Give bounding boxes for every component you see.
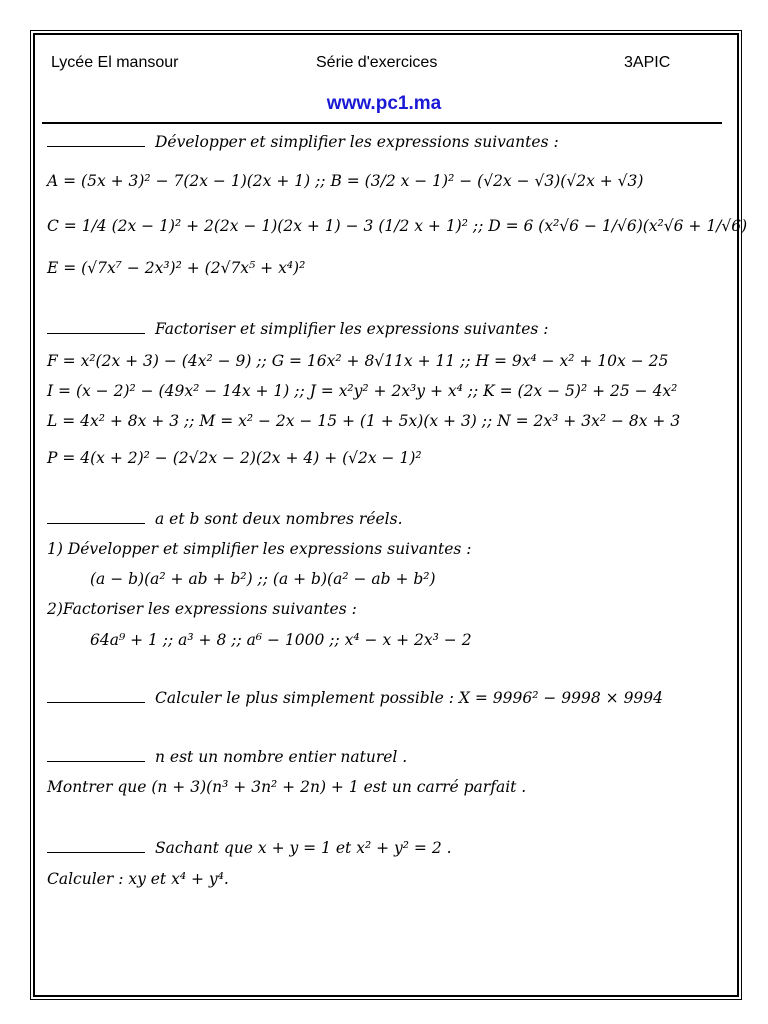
- exercise-5-line-1: Montrer que (n + 3)(n³ + 3n² + 2n) + 1 est un carré parfait .: [47, 778, 527, 796]
- exercise-6-line-1: Calculer : xy et x⁴ + y⁴.: [47, 870, 229, 888]
- exercise-1-line-1: A = (5x + 3)² − 7(2x − 1)(2x + 1) ;; B = (3/2 x − 1)² − (√2x − √3)(√2x + √3): [47, 172, 644, 190]
- school-name: Lycée El mansour: [51, 54, 179, 71]
- exercise-1-blank: [47, 145, 145, 147]
- exercise-5-intro-text: n est un nombre entier naturel .: [155, 748, 408, 766]
- exercise-1-line-2: C = 1/4 (2x − 1)² + 2(2x − 1)(2x + 1) − 3 (1/2 x + 1)² ;; D = 6 (x²√6 − 1/√6)(x²√6 + 1/√6): [47, 217, 748, 235]
- exercise-1-line-3: E = (√7x⁷ − 2x³)² + (2√7x⁵ + x⁴)²: [47, 259, 306, 277]
- exercise-3-line-2: (a − b)(a² + ab + b²) ;; (a + b)(a² − ab + b²): [90, 570, 436, 588]
- exercise-2-line-3: L = 4x² + 8x + 3 ;; M = x² − 2x − 15 + (1 + 5x)(x + 3) ;; N = 2x³ + 3x² − 8x + 3: [47, 412, 681, 430]
- exercise-6-blank: [47, 851, 145, 853]
- exercise-2-line-4: P = 4(x + 2)² − (2√2x − 2)(2x + 4) + (√2x − 1)²: [47, 449, 422, 467]
- class-level: 3APIC: [624, 54, 671, 71]
- exercise-2-blank: [47, 332, 145, 334]
- exercise-2-intro: [47, 320, 549, 338]
- exercise-4-blank: [47, 701, 145, 703]
- exercise-2-line-2: I = (x − 2)² − (49x² − 14x + 1) ;; J = x²y² + 2x³y + x⁴ ;; K = (2x − 5)² + 25 − 4x²: [47, 382, 678, 400]
- website-link[interactable]: www.pc1.ma: [326, 93, 442, 114]
- header-divider: [42, 122, 722, 124]
- exercise-5-intro: [47, 748, 407, 766]
- exercise-4-intro-text: Calculer le plus simplement possible : X = 9996² − 9998 × 9994: [155, 689, 664, 707]
- exercise-2-intro-text: Factoriser et simplifier les expressions suivantes :: [155, 320, 549, 338]
- exercise-1-intro-text: Développer et simplifier les expressions suivantes :: [155, 133, 559, 151]
- exercise-3-line-1: 1) Développer et simplifier les expressions suivantes :: [47, 540, 472, 558]
- exercise-6-intro: [47, 839, 452, 857]
- document-title: Série d'exercices: [316, 54, 438, 71]
- exercise-3-intro-text: a et b sont deux nombres réels.: [155, 510, 403, 528]
- exercise-3-line-4: 64a⁹ + 1 ;; a³ + 8 ;; a⁶ − 1000 ;; x⁴ − x + 2x³ − 2: [90, 631, 472, 649]
- exercise-6-intro-text: Sachant que x + y = 1 et x² + y² = 2 .: [155, 839, 452, 857]
- exercise-4-intro: [47, 689, 663, 707]
- exercise-3-intro: [47, 510, 403, 528]
- exercise-2-line-1: F = x²(2x + 3) − (4x² − 9) ;; G = 16x² + 8√11x + 11 ;; H = 9x⁴ − x² + 10x − 25: [47, 352, 669, 370]
- exercise-1-intro: [47, 133, 559, 151]
- exercise-3-line-3: 2)Factoriser les expressions suivantes :: [47, 600, 357, 618]
- exercise-5-blank: [47, 760, 145, 762]
- exercise-3-blank: [47, 522, 145, 524]
